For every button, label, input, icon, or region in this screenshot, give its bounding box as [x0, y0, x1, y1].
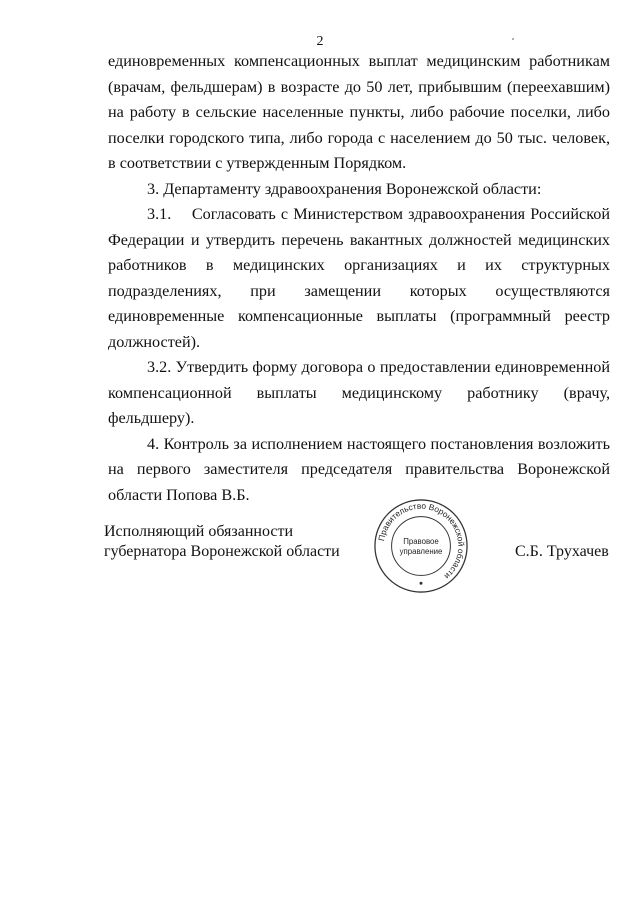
paragraph-item-3-1: 3.1. Согласовать с Министерством здравоохранения Российской Федерации и утвердить перечень вакантных должностей медицинских работников в медицинских организациях и их структурных подразделениях, при замещении которых осуществляются единовременные компенсационные выплаты (программный реестр должностей). [108, 205, 610, 351]
paragraph-item-3-2: 3.2. Утвердить форму договора о предоставлении единовременной компенсационной выплаты медицинскому работнику (врачу, фельдшеру). [108, 358, 610, 427]
document-body [108, 49, 610, 508]
page-number: 2 [316, 34, 324, 49]
paragraph-item-3: 3. Департаменту здравоохранения Воронежской области: [147, 179, 542, 198]
scan-speck [512, 38, 514, 40]
official-seal [372, 497, 470, 595]
seal-ring-text: Правительство Воронежской области [376, 500, 467, 582]
paragraph-item-4: 4. Контроль за исполнением настоящего постановления возложить на первого заместителя председателя правительства Воронежской области Попова В.Б. [108, 434, 610, 504]
signatory-position-line1: Исполняющий обязанности [104, 523, 294, 540]
seal-center-line2: управление [399, 546, 443, 556]
signatory-position-line2: губернатора Воронежской области [104, 543, 340, 560]
paragraph-continuation: единовременных компенсационных выплат медицинским работникам (врачам, фельдшерам) в возрасте до 50 лет, прибывшим (переехавшим) на работу в сельские населенные пункты, либо рабочие поселки, либо поселки городского типа, либо города с населением до 50 тыс. человек, в соответствии с утвержденным Порядком. [108, 52, 610, 172]
seal-center-line1: Правовое [403, 537, 439, 547]
signatory-name: С.Б. Трухачев [515, 543, 609, 560]
seal-star [420, 582, 423, 585]
signatory-position [104, 522, 364, 562]
